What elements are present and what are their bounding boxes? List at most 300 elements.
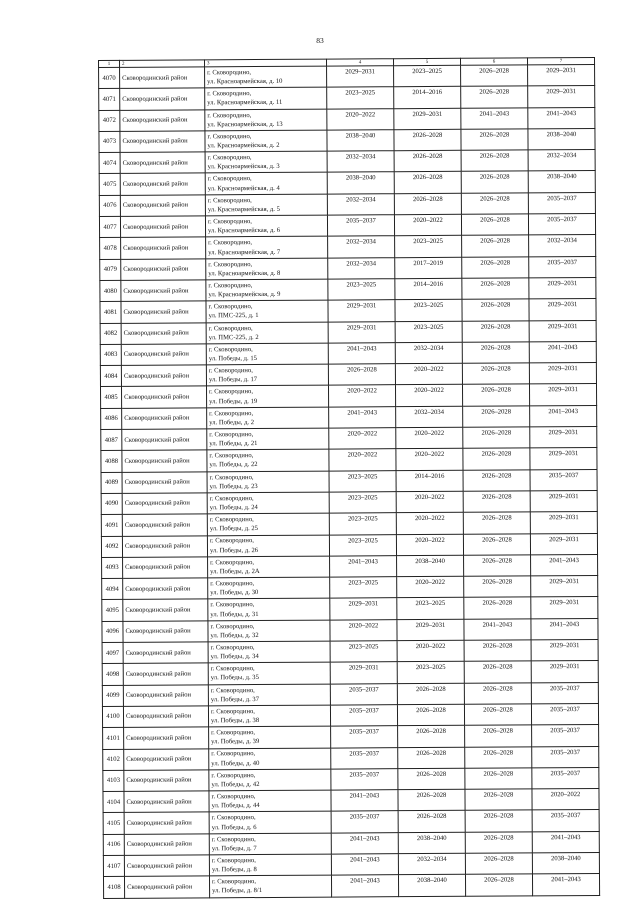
row-number: 4103 — [103, 770, 124, 791]
period-col-4: 2029–2031 — [330, 662, 397, 684]
district-cell: Сковородинский район — [122, 493, 207, 515]
column-number-6: 6 — [460, 58, 527, 65]
table-row — [103, 767, 599, 791]
period-col-7: 2038–2040 — [528, 171, 595, 193]
period-col-5: 2026–2028 — [394, 129, 461, 151]
district-cell: Сковородинский район — [122, 535, 207, 557]
address-city: г. Сковородино, — [209, 388, 254, 396]
table-row — [100, 299, 596, 323]
row-number: 4072 — [99, 110, 120, 131]
table-row — [102, 597, 598, 621]
period-col-4: 2029–2031 — [327, 66, 394, 88]
period-col-4: 2032–2034 — [328, 257, 395, 279]
row-number: 4081 — [100, 302, 121, 323]
period-col-6: 2026–2028 — [463, 406, 530, 428]
address-city: г. Сковородино, — [210, 665, 255, 673]
period-col-5: 2020–2022 — [396, 449, 463, 471]
period-col-6: 2026–2028 — [462, 384, 529, 406]
period-col-6: 2026–2028 — [462, 257, 529, 279]
period-col-5: 2020–2022 — [394, 214, 461, 236]
address-city: г. Сковородино, — [207, 111, 252, 119]
period-col-5: 2020–2022 — [396, 491, 463, 513]
period-col-7: 2020–2022 — [532, 789, 599, 811]
period-col-7: 2035–2037 — [532, 767, 599, 789]
district-cell: Сковородинский район — [124, 834, 209, 856]
period-col-6: 2041–2043 — [464, 619, 531, 641]
address-cell — [206, 343, 328, 365]
district-cell: Сковородинский район — [122, 450, 207, 472]
period-col-5: 2026–2028 — [398, 725, 465, 747]
table-row — [99, 86, 595, 110]
address-city: г. Сковородино, — [208, 260, 253, 268]
table-row — [99, 214, 595, 238]
period-col-5: 2032–2034 — [395, 342, 462, 364]
district-cell: Сковородинский район — [124, 727, 209, 749]
period-col-6: 2026–2028 — [462, 299, 529, 321]
period-col-7: 2035–2037 — [531, 682, 598, 704]
table-row — [101, 533, 597, 557]
period-col-4: 2023–2025 — [327, 87, 394, 109]
address-city: г. Сковородино, — [207, 218, 252, 226]
period-col-4: 2038–2040 — [327, 130, 394, 152]
address-street: ул. Победы, д. 23 — [209, 482, 258, 491]
address-cell — [206, 386, 328, 408]
row-number: 4077 — [99, 216, 120, 237]
period-col-4: 2032–2034 — [328, 236, 395, 258]
table-row — [103, 852, 599, 876]
address-street: ул. ПМС-225, д. 1 — [208, 312, 259, 320]
address-street: ул. Победы, д. 37 — [210, 695, 260, 704]
period-col-7: 2038–2040 — [532, 852, 599, 874]
address-street: ул. Победы, д. 44 — [211, 802, 260, 810]
district-cell: Сковородинский район — [122, 408, 207, 430]
district-cell: Сковородинский район — [122, 429, 207, 451]
table-row — [100, 320, 596, 344]
address-street: ул. Победы, д. 24 — [209, 504, 258, 512]
address-street: ул. Победы, д. 25 — [209, 525, 258, 533]
period-col-6: 2026–2028 — [462, 363, 529, 385]
period-col-6: 2026–2028 — [464, 576, 531, 598]
period-col-5: 2017–2019 — [395, 257, 462, 279]
row-number: 4095 — [102, 600, 123, 621]
address-street: ул. Победы, д. 39 — [211, 738, 260, 746]
district-cell: Сковородинский район — [124, 791, 209, 813]
period-col-5: 2023–2025 — [395, 300, 462, 322]
address-cell — [206, 364, 328, 386]
table-row — [100, 235, 596, 259]
table-row — [103, 746, 599, 770]
period-col-4: 2020–2022 — [328, 385, 395, 407]
period-col-7: 2035–2037 — [529, 256, 596, 278]
address-city: г. Сковородино, — [208, 239, 253, 247]
address-street: ул. Победы, д. 30 — [210, 589, 259, 597]
address-city: г. Сковородино, — [211, 750, 256, 758]
district-cell: Сковородинский район — [123, 663, 208, 685]
district-cell: Сковородинский район — [120, 216, 205, 238]
table-row — [101, 512, 597, 536]
period-col-6: 2041–2043 — [461, 107, 528, 129]
address-street: ул. Победы, д. 2А — [210, 567, 260, 576]
address-cell — [205, 173, 327, 195]
address-cell — [209, 748, 331, 770]
address-city: г. Сковородино, — [210, 558, 255, 567]
period-col-7: 2029–2031 — [531, 576, 598, 598]
period-col-7: 2032–2034 — [529, 235, 596, 257]
period-col-7: 2035–2037 — [531, 703, 598, 725]
period-col-4: 2038–2040 — [327, 172, 394, 194]
period-col-5: 2029–2031 — [394, 108, 461, 130]
period-col-7: 2029–2031 — [528, 64, 595, 86]
district-cell: Сковородинский район — [123, 706, 208, 728]
district-cell: Сковородинский район — [121, 259, 206, 281]
row-number: 4097 — [102, 642, 123, 663]
address-cell — [205, 109, 327, 131]
district-cell: Сковородинский район — [121, 344, 206, 366]
district-cell: Сковородинский район — [124, 770, 209, 792]
row-number: 4096 — [102, 621, 123, 642]
row-number: 4106 — [103, 834, 124, 855]
period-col-6: 2026–2028 — [464, 555, 531, 577]
period-col-5: 2026–2028 — [398, 789, 465, 811]
address-street: ул. Красноармейская, д. 11 — [207, 99, 283, 107]
address-cell — [209, 726, 331, 748]
address-cell — [205, 151, 327, 173]
period-col-5: 2032–2034 — [396, 406, 463, 428]
address-cell — [207, 513, 329, 535]
row-number: 4104 — [103, 791, 124, 812]
period-col-4: 2035–2037 — [330, 705, 397, 727]
period-col-6: 2026–2028 — [463, 491, 530, 513]
period-col-7: 2041–2043 — [532, 831, 599, 853]
period-col-4: 2041–2043 — [328, 343, 395, 365]
row-number: 4101 — [103, 728, 124, 749]
address-city: г. Сковородино, — [207, 154, 252, 162]
column-number-2: 2 — [120, 60, 205, 68]
address-city: г. Сковородино, — [207, 132, 252, 141]
period-col-6: 2026–2028 — [465, 832, 532, 854]
document-sheet — [98, 57, 600, 899]
address-street: ул. Красноармейская, д. 3 — [207, 163, 280, 171]
address-city: г. Сковородино, — [211, 771, 256, 780]
table-row — [102, 703, 598, 727]
table-row — [101, 427, 597, 451]
period-col-7: 2035–2037 — [532, 746, 599, 768]
period-col-5: 2023–2025 — [395, 236, 462, 258]
period-col-4: 2023–2025 — [329, 534, 396, 556]
period-col-6: 2026–2028 — [461, 65, 528, 87]
period-col-6: 2026–2028 — [464, 682, 531, 704]
table-row — [100, 341, 596, 365]
district-cell: Сковородинский район — [120, 131, 205, 153]
address-cell — [206, 236, 328, 258]
period-col-4: 2023–2025 — [329, 513, 396, 535]
row-number: 4092 — [101, 536, 122, 557]
row-number: 4100 — [102, 706, 123, 727]
address-city: г. Сковородино, — [212, 878, 256, 886]
row-number: 4091 — [101, 515, 122, 536]
period-col-6: 2026–2028 — [461, 86, 528, 108]
period-col-4: 2029–2031 — [328, 321, 395, 343]
row-number: 4075 — [99, 174, 120, 195]
period-col-5: 2026–2028 — [398, 768, 465, 790]
row-number: 4108 — [103, 877, 124, 898]
row-number: 4078 — [100, 238, 121, 259]
period-col-7: 2029–2031 — [531, 597, 598, 619]
address-city: г. Сковородино, — [209, 537, 254, 545]
period-col-4: 2029–2031 — [328, 300, 395, 322]
row-number: 4076 — [99, 195, 120, 216]
row-number: 4098 — [102, 664, 123, 685]
period-col-7: 2029–2031 — [531, 661, 598, 683]
table-row — [101, 448, 597, 472]
schedule-table — [98, 57, 600, 899]
period-col-7: 2029–2031 — [528, 86, 595, 108]
address-city: г. Сковородино, — [209, 431, 254, 439]
address-city: г. Сковородино, — [208, 367, 253, 375]
period-col-6: 2026–2028 — [465, 768, 532, 790]
table-row — [102, 661, 598, 685]
table-row — [103, 789, 599, 813]
address-street: ул. Красноармейская, д. 10 — [207, 78, 283, 86]
period-col-7: 2035–2037 — [532, 810, 599, 832]
table-row — [101, 490, 597, 514]
district-cell: Сковородинский район — [123, 642, 208, 664]
address-cell — [208, 577, 330, 599]
row-number: 4086 — [101, 408, 122, 429]
period-col-6: 2026–2028 — [465, 853, 532, 875]
address-cell — [205, 194, 327, 216]
period-col-5: 2026–2028 — [397, 704, 464, 726]
period-col-7: 2029–2031 — [529, 384, 596, 406]
period-col-6: 2026–2028 — [464, 640, 531, 662]
table-body — [99, 64, 600, 898]
address-city: г. Сковородино, — [209, 473, 254, 481]
address-cell — [206, 322, 328, 344]
address-city: г. Сковородино, — [211, 814, 256, 822]
period-col-4: 2020–2022 — [327, 108, 394, 130]
period-col-6: 2026–2028 — [463, 533, 530, 555]
address-city: г. Сковородино, — [209, 516, 254, 524]
period-col-7: 2029–2031 — [531, 639, 598, 661]
district-cell: Сковородинский район — [124, 748, 209, 770]
row-number: 4107 — [103, 855, 124, 876]
address-cell — [207, 535, 329, 557]
address-street: ул. Победы, д. 6 — [211, 823, 257, 831]
address-street: ул. Красноармейская, д. 6 — [208, 227, 281, 235]
address-cell — [208, 620, 330, 642]
period-col-6: 2026–2028 — [465, 725, 532, 747]
row-number: 4082 — [100, 323, 121, 344]
period-col-7: 2029–2031 — [530, 533, 597, 555]
period-col-7: 2035–2037 — [530, 469, 597, 491]
address-street: ул. Победы, д. 35 — [210, 674, 259, 682]
address-street: ул. Красноармейская, д. 2 — [207, 141, 280, 150]
period-col-5: 2026–2028 — [398, 747, 465, 769]
address-city: г. Сковородино, — [207, 175, 252, 183]
period-col-7: 2035–2037 — [528, 214, 595, 236]
table-row — [103, 831, 599, 855]
address-cell — [206, 258, 328, 280]
period-col-4: 2035–2037 — [327, 215, 394, 237]
address-street: ул. Победы, д. 8/1 — [212, 887, 263, 895]
address-city: г. Сковородино, — [210, 644, 255, 652]
address-street: ул. Красноармейская, д. 5 — [207, 205, 280, 214]
district-cell: Сковородинский район — [123, 557, 208, 579]
period-col-4: 2020–2022 — [329, 449, 396, 471]
table-row — [102, 682, 598, 706]
period-col-5: 2023–2025 — [395, 321, 462, 343]
period-col-6: 2026–2028 — [463, 512, 530, 534]
address-cell — [208, 684, 330, 706]
address-city: г. Сковородино, — [209, 494, 254, 503]
address-cell — [206, 279, 328, 301]
period-col-7: 2041–2043 — [529, 341, 596, 363]
address-street: ул. Победы, д. 8 — [211, 866, 257, 874]
address-cell — [206, 300, 328, 322]
address-cell — [207, 407, 329, 429]
period-col-4: 2035–2037 — [331, 768, 398, 790]
address-cell — [205, 66, 327, 88]
period-col-6: 2026–2028 — [462, 342, 529, 364]
period-col-6: 2026–2028 — [461, 171, 528, 193]
district-cell: Сковородинский район — [120, 173, 205, 195]
period-col-4: 2041–2043 — [331, 832, 398, 854]
period-col-4: 2020–2022 — [330, 619, 397, 641]
district-cell: Сковородинский район — [122, 514, 207, 536]
period-col-4: 2041–2043 — [331, 854, 398, 876]
period-col-5: 2020–2022 — [396, 534, 463, 556]
period-col-4: 2023–2025 — [329, 470, 396, 492]
column-number-3: 3 — [205, 59, 327, 67]
period-col-6: 2026–2028 — [462, 320, 529, 342]
row-number: 4074 — [99, 153, 120, 174]
address-street: ул. Победы, д. 34 — [210, 653, 259, 661]
period-col-7: 2035–2037 — [528, 192, 595, 214]
address-city: г. Сковородино, — [207, 69, 252, 77]
period-col-7: 2041–2043 — [530, 405, 597, 427]
period-col-5: 2014–2016 — [396, 470, 463, 492]
table-row — [99, 64, 595, 88]
period-col-5: 2014–2016 — [394, 87, 461, 109]
period-col-5: 2020–2022 — [396, 513, 463, 535]
period-col-6: 2026–2028 — [463, 427, 530, 449]
period-col-6: 2026–2028 — [461, 214, 528, 236]
row-number: 4099 — [102, 685, 123, 706]
address-city: г. Сковородино, — [208, 303, 253, 311]
address-cell — [207, 428, 329, 450]
address-street: ул. Красноармейская, д. 4 — [207, 184, 280, 192]
period-col-7: 2029–2031 — [529, 320, 596, 342]
period-col-6: 2026–2028 — [465, 789, 532, 811]
period-col-5: 2020–2022 — [396, 427, 463, 449]
address-cell — [208, 556, 330, 578]
address-street: ул. ПМС-225, д. 2 — [208, 333, 259, 342]
period-col-7: 2029–2031 — [529, 277, 596, 299]
period-col-4: 2023–2025 — [330, 577, 397, 599]
period-col-5: 2014–2016 — [395, 278, 462, 300]
address-street: ул. Победы, д. 31 — [210, 610, 259, 618]
period-col-5: 2023–2025 — [394, 65, 461, 87]
period-col-7: 2038–2040 — [528, 128, 595, 150]
period-col-4: 2035–2037 — [331, 726, 398, 748]
row-number: 4079 — [100, 259, 121, 280]
period-col-6: 2026–2028 — [463, 470, 530, 492]
row-number: 4088 — [101, 451, 122, 472]
table-row — [102, 618, 598, 642]
table-row — [101, 469, 597, 493]
address-street: ул. Победы, д. 22 — [209, 461, 258, 469]
period-col-7: 2029–2031 — [529, 363, 596, 385]
address-cell — [207, 449, 329, 471]
period-col-6: 2026–2028 — [461, 129, 528, 151]
address-city: г. Сковородино, — [210, 707, 255, 716]
table-row — [102, 639, 598, 663]
table-row — [100, 384, 596, 408]
period-col-4: 2041–2043 — [330, 556, 397, 578]
period-col-7: 2032–2034 — [528, 150, 595, 172]
address-cell — [209, 811, 331, 833]
address-street: ул. Победы, д. 38 — [211, 717, 260, 725]
row-number: 4085 — [100, 387, 121, 408]
period-col-5: 2038–2040 — [398, 832, 465, 854]
period-col-4: 2041–2043 — [331, 875, 398, 897]
period-col-4: 2026–2028 — [328, 364, 395, 386]
address-cell — [208, 641, 330, 663]
row-number: 4102 — [103, 749, 124, 770]
row-number: 4084 — [100, 366, 121, 387]
address-city: г. Сковородино, — [211, 793, 256, 801]
district-cell: Сковородинский район — [123, 578, 208, 600]
address-street: ул. Победы, д. 40 — [211, 759, 260, 767]
district-cell: Сковородинский район — [123, 684, 208, 706]
table-row — [100, 256, 596, 280]
table-row — [102, 554, 598, 578]
period-col-4: 2023–2025 — [328, 279, 395, 301]
period-col-6: 2026–2028 — [465, 810, 532, 832]
period-col-7: 2041–2043 — [532, 874, 599, 896]
period-col-5: 2020–2022 — [397, 640, 464, 662]
period-col-4: 2029–2031 — [330, 598, 397, 620]
period-col-7: 2029–2031 — [530, 448, 597, 470]
period-col-5: 2026–2028 — [398, 811, 465, 833]
period-col-7: 2041–2043 — [531, 554, 598, 576]
address-city: г. Сковородино, — [210, 580, 255, 588]
period-col-5: 2026–2028 — [397, 683, 464, 705]
period-col-6: 2026–2028 — [465, 746, 532, 768]
address-city: г. Сковородино, — [208, 345, 253, 354]
district-cell: Сковородинский район — [124, 812, 209, 834]
period-col-4: 2035–2037 — [330, 683, 397, 705]
address-street: ул. Красноармейская, д. 9 — [208, 290, 281, 299]
address-city: г. Сковородино, — [210, 622, 255, 630]
district-cell: Сковородинский район — [121, 237, 206, 259]
row-number: 4071 — [99, 89, 120, 110]
period-col-5: 2020–2022 — [395, 363, 462, 385]
row-number: 4089 — [101, 472, 122, 493]
table-row — [103, 810, 599, 834]
period-col-5: 2026–2028 — [394, 193, 461, 215]
address-city: г. Сковородино, — [211, 856, 256, 865]
address-city: г. Сковородино, — [211, 729, 256, 737]
table-row — [103, 874, 599, 898]
table-row — [99, 150, 595, 174]
address-cell — [209, 833, 331, 855]
address-city: г. Сковородино, — [209, 409, 254, 418]
address-cell — [208, 705, 330, 727]
address-cell — [209, 854, 331, 876]
table-row — [99, 107, 595, 131]
district-cell: Сковородинский район — [122, 471, 207, 493]
